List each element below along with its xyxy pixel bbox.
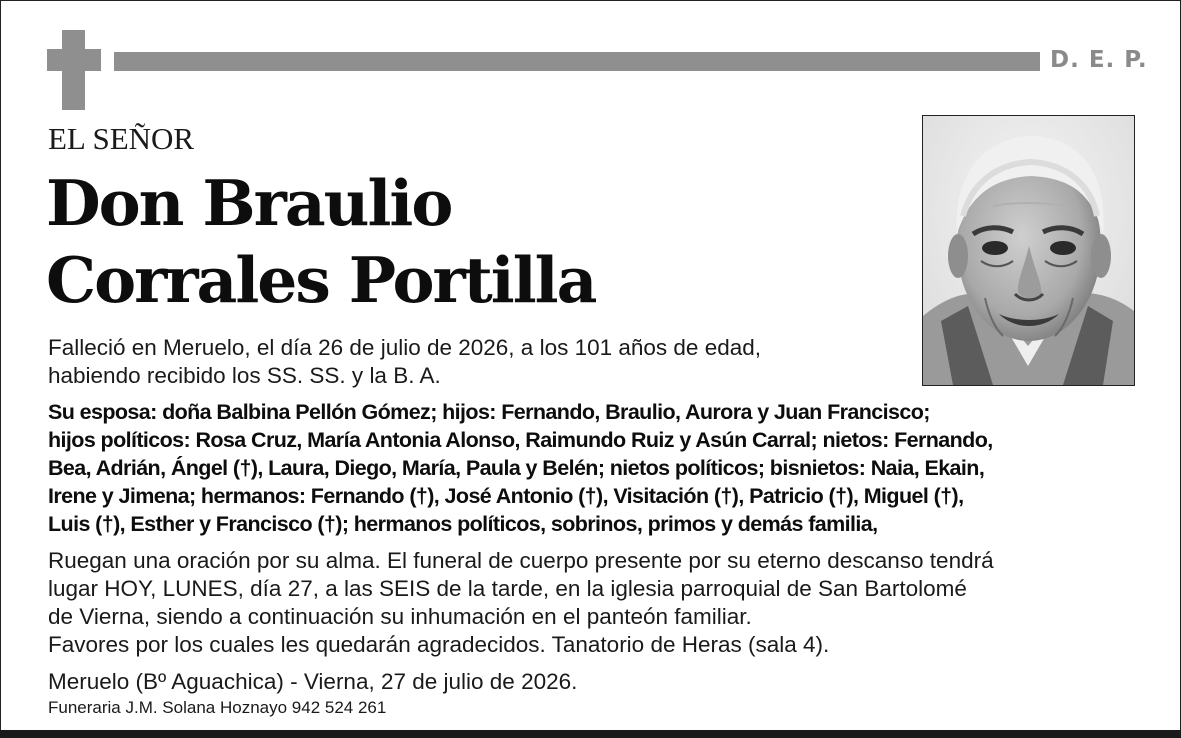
family-line: Irene y Jimena; hermanos: Fernando (†), José Antonio (†), Visitación (†), Patricio (†), Miguel (†), — [48, 484, 964, 508]
bottom-border — [0, 730, 1181, 738]
family-line: Su esposa: doña Balbina Pellón Gómez; hijos: Fernando, Braulio, Aurora y Juan Francisco; — [48, 400, 930, 424]
header-rule — [114, 52, 1040, 71]
funeral-line: Favores por los cuales les quedarán agradecidos. Tanatorio de Heras (sala 4). — [48, 632, 830, 657]
death-line: Falleció en Meruelo, el día 26 de julio de 2026, a los 101 años de edad, — [48, 335, 762, 360]
funeral-line: de Vierna, siendo a continuación su inhumación en el panteón familiar. — [48, 604, 752, 629]
pre-title: EL SEÑOR — [48, 121, 195, 156]
funeral-line: Ruegan una oración por su alma. El funeral de cuerpo presente por su eterno descanso tendrá — [48, 548, 994, 573]
family-line: Luis (†), Esther y Francisco (†); hermanos políticos, sobrinos, primos y demás familia, — [48, 512, 878, 536]
dep-badge: D. E. P. — [1050, 47, 1148, 73]
family-line: Bea, Adrián, Ángel (†), Laura, Diego, María, Paula y Belén; nietos políticos; bisnietos: Naia, Ekain, — [48, 456, 985, 480]
funeral-home: Funeraria J.M. Solana Hoznayo 942 524 261 — [48, 698, 387, 717]
cross-icon — [47, 30, 101, 110]
deceased-name-line1: Don Braulio — [46, 166, 452, 240]
place-date: Meruelo (Bº Aguachica) - Vierna, 27 de julio de 2026. — [48, 669, 578, 694]
deceased-name-line2: Corrales Portilla — [46, 243, 596, 317]
family-line: hijos políticos: Rosa Cruz, María Antonia Alonso, Raimundo Ruiz y Asún Carral; nietos: Fernando, — [48, 428, 993, 452]
death-line: habiendo recibido los SS. SS. y la B. A. — [48, 363, 441, 388]
portrait-photo — [922, 115, 1135, 386]
funeral-line: lugar HOY, LUNES, día 27, a las SEIS de la tarde, en la iglesia parroquial de San Bartolomé — [48, 576, 967, 601]
